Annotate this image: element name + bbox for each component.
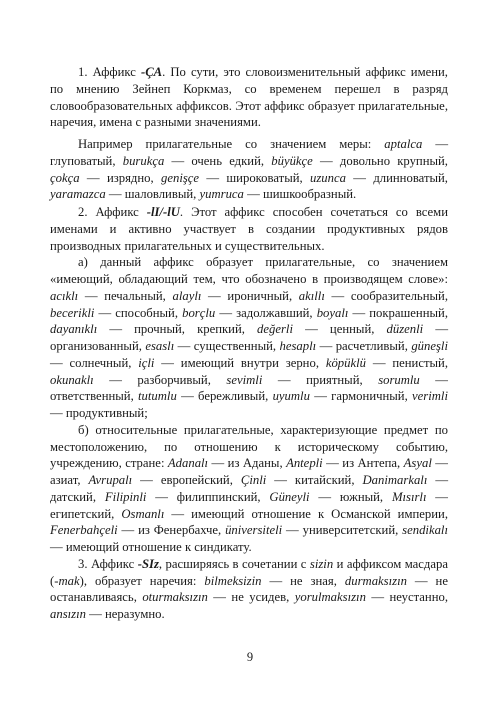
text-run: а) данный аффикс образует прилагательные, со значением «имеющий, обладающий тем, что обозначено в производящем слове»: xyxy=(50,255,448,286)
text-run: — задолжавший, xyxy=(215,305,317,320)
text-run: — египетский, xyxy=(50,489,448,521)
turkish-term: Çinli xyxy=(240,473,267,487)
text-run: Например прилагательные со значением меры: xyxy=(78,137,385,151)
text-run: — разборчивый, xyxy=(93,372,227,387)
text-run: — глуповатый, xyxy=(50,137,449,168)
turkish-term: genişçe xyxy=(161,170,200,185)
text-run: ), образует наречия: xyxy=(79,573,205,588)
turkish-term: akıllı xyxy=(298,288,325,303)
turkish-term: sorumlu xyxy=(378,372,420,387)
text-run: — не зная, xyxy=(261,573,345,588)
text-run: — расчетливый, xyxy=(316,339,412,353)
turkish-term: hesaplı xyxy=(279,339,317,353)
turkish-term: Mısırlı xyxy=(391,489,427,504)
text-run: и аффиксом масдара ( xyxy=(50,556,448,588)
text-run: — южный, xyxy=(309,489,392,504)
text-run: — длинноватый, xyxy=(345,170,448,185)
text-run: — из Антепа, xyxy=(322,456,404,471)
turkish-term: sevimli xyxy=(226,372,263,387)
turkish-term: Danimarkalı xyxy=(362,473,428,487)
turkish-term: güneşli xyxy=(411,339,448,353)
turkish-term: Avrupalı xyxy=(88,473,133,487)
text-run: — ироничный, xyxy=(201,288,299,303)
turkish-term: burukça xyxy=(122,153,165,168)
text-run: — неразумно. xyxy=(85,607,165,621)
paragraph-possessive-adjectives xyxy=(50,254,448,422)
text-run: — солнечный, xyxy=(50,355,139,370)
turkish-term: yumruca xyxy=(199,187,244,202)
text-run: 2. Аффикс xyxy=(78,205,147,219)
text-run: — неустанно, xyxy=(365,590,448,605)
text-run: — довольно крупный, xyxy=(312,153,448,168)
text-run: — прочный, крепкий, xyxy=(97,322,258,337)
text-run: . По сути, это словоизменительный аффикс имени, по мнению Зейнеп Коркмаз, со временем перешел в разряд словообразовательных аффиксов. Этот аффикс образует прилагательные, наречия, имена с разными значениями. xyxy=(50,65,448,130)
turkish-term: aptalca xyxy=(384,137,423,151)
paragraph-relative-adjectives xyxy=(50,422,448,556)
turkish-term: uzunca xyxy=(310,170,346,185)
paragraph-measure-adjectives xyxy=(50,136,448,203)
page-body-text xyxy=(50,64,448,623)
turkish-term: boyalı xyxy=(316,305,349,320)
turkish-term: yorulmaksızın xyxy=(294,590,366,605)
text-run: — не усидев, xyxy=(207,590,295,605)
turkish-term: Adanalı xyxy=(167,456,209,471)
turkish-term: becerikli xyxy=(50,305,95,320)
turkish-term: okunaklı xyxy=(50,372,94,387)
turkish-term: dayanıklı xyxy=(50,322,98,337)
turkish-term: acıklı xyxy=(50,288,79,303)
text-run: — из Фенербахче, xyxy=(117,523,226,538)
text-run: , расширяясь в сочетании с xyxy=(158,556,310,571)
text-run: — ответственный, xyxy=(50,372,448,404)
text-run: — сообразительный, xyxy=(324,288,448,303)
text-run: — очень едкий, xyxy=(164,153,272,168)
text-run: 1. Аффикс xyxy=(78,65,141,79)
turkish-term: Osmanlı xyxy=(121,506,165,521)
paragraph-affix-li xyxy=(50,204,448,254)
turkish-term: sendikalı xyxy=(402,523,448,538)
affix-name: -lI/-lU xyxy=(146,205,180,219)
page-number: 9 xyxy=(246,650,254,664)
turkish-term: sizin xyxy=(309,556,334,571)
text-run: — университетский, xyxy=(282,523,403,538)
paragraph-affix-ca xyxy=(50,64,448,131)
text-run: — покрашенный, xyxy=(348,305,448,320)
turkish-term: düzenli xyxy=(386,322,424,337)
text-run: — шаловливый, xyxy=(105,187,200,202)
turkish-term: üniversiteli xyxy=(225,523,283,538)
text-run: — изрядно, xyxy=(79,170,162,185)
turkish-term: -mak xyxy=(54,573,80,588)
turkish-term: verimli xyxy=(412,389,448,404)
turkish-term: köpüklü xyxy=(325,355,366,370)
text-run: — из Аданы, xyxy=(208,456,287,471)
text-run: — приятный, xyxy=(262,372,379,387)
text-run: — печальный, xyxy=(78,288,173,303)
turkish-term: tutumlu xyxy=(138,389,177,404)
text-run: — шишкообразный. xyxy=(243,187,357,202)
text-run: — китайский, xyxy=(266,473,363,487)
turkish-term: borçlu xyxy=(182,305,216,320)
turkish-term: Güneyli xyxy=(269,489,310,504)
turkish-term: çokça xyxy=(50,170,80,185)
turkish-term: esaslı xyxy=(145,339,175,353)
turkish-term: büyükçe xyxy=(271,153,313,168)
text-run: — бережливый, xyxy=(176,389,273,404)
turkish-term: Filipinli xyxy=(104,489,147,504)
text-run: . Этот аффикс способен сочетаться со всеми именами и активно участвует в создании продуктивных рядов производных прилагательных и существительных. xyxy=(50,205,448,253)
text-run: — имеющий отношение к синдикату. xyxy=(50,540,252,554)
turkish-term: değerli xyxy=(257,322,293,337)
text-run: 3. Аффикс xyxy=(78,556,138,571)
paragraph-affix-siz xyxy=(50,556,448,623)
turkish-term: içli xyxy=(138,355,155,370)
text-run: — европейский, xyxy=(132,473,241,487)
text-run: — широковатый, xyxy=(199,170,311,185)
text-run: — способный, xyxy=(94,305,183,320)
text-run: — филиппинский, xyxy=(146,489,270,504)
turkish-term: uyumlu xyxy=(272,389,310,404)
text-run: — имеющий внутри зерно, xyxy=(154,355,326,370)
text-run: — существенный, xyxy=(174,339,280,353)
affix-name: -SIz xyxy=(137,556,159,571)
text-run: — не останавливаясь, xyxy=(50,573,448,605)
text-run: — гармоничный, xyxy=(309,389,413,404)
text-run: — организованный, xyxy=(50,322,449,353)
turkish-term: yaramazca xyxy=(50,187,106,202)
text-run: — имеющий отношение к Османской империи, xyxy=(164,506,448,521)
turkish-term: bilmeksizin xyxy=(204,573,262,588)
text-run: — азиат, xyxy=(50,456,448,487)
text-run: — датский, xyxy=(50,473,449,504)
turkish-term: durmaksızın xyxy=(344,573,407,588)
turkish-term: Fenerbahçeli xyxy=(50,523,118,538)
turkish-term: alaylı xyxy=(172,288,202,303)
text-run: б) относительные прилагательные, характеризующие предмет по местоположению, по отношению к историческому событию, учреждению, стране: xyxy=(50,422,448,471)
turkish-term: Asyal xyxy=(403,456,432,471)
turkish-term: ansızın xyxy=(50,607,86,621)
text-run: — пенистый, xyxy=(366,355,449,370)
text-run: — ценный, xyxy=(293,322,387,337)
turkish-term: oturmaksızın xyxy=(142,590,208,605)
text-run: — продуктивный; xyxy=(50,406,148,420)
affix-name: -ÇA xyxy=(140,65,163,79)
turkish-term: Antepli xyxy=(286,456,323,471)
